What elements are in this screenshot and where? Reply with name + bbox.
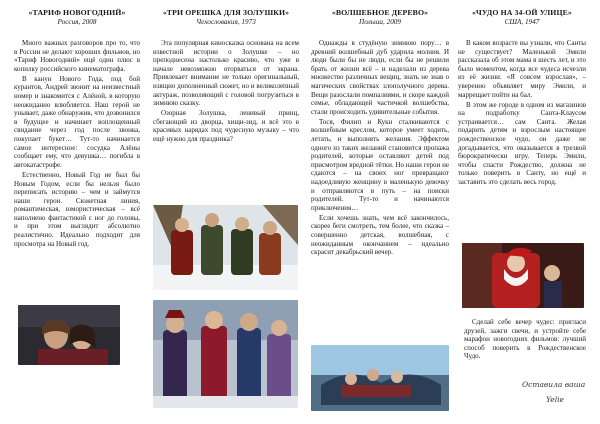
article-header (14, 8, 140, 27)
article-title: «ТРИ ОРЕШКА ДЛЯ ЗОЛУШКИ» (162, 8, 290, 17)
paragraph: Тося, Филип и Кукн сталкиваются с волшебным креслом, которое умеет ходить, летать, и выполнять желания. Эффектом одного из таких желаний становится пропажа родителей, которые оставляют детей под присмотром вредной тётки. Но наши герои не сдаются – на своих ног превращают надоедливую женщину в маленькую девочку и отправляются в путь – на поиски родителей. Тут-то и начинаются приключения… (311, 117, 449, 212)
paragraph: Если хочешь знать, чем всё закончилось, скорее беги смотреть, тем более, что сказка – совершенно детская, волшебная, с неожиданным окончанием – идеально скрасит декабрьский вечер. (311, 213, 449, 257)
paragraph: Естественно, Новый Год не был бы Новым Годом, если бы нельзя было переписать историю – чем и займутся наши герои. Сюжетная линия, романтическая, юмористическая – всё наполнено фантастикой с ног до головы, и при этом выглядит абсолютно реалистично. Идеально подходит для просмотра на Новый год. (14, 170, 140, 248)
article-tarif-novogodniy (14, 8, 140, 250)
article-title: «ЧУДО НА 34-ОЙ УЛИЦЕ» (472, 8, 572, 17)
article-subtitle: Чехословакия, 1973 (196, 18, 256, 26)
paragraph: Много важных разговоров про то, что в России не делают хороших фильмов, но «Тариф Новогодний» ещё один плюс в копилку российского кинематографа. (14, 39, 140, 73)
article-tri-oreshka (153, 8, 299, 145)
article-title: «ВОЛШЕБНОЕ ДЕРЕВО» (331, 8, 429, 17)
article-header (311, 8, 449, 27)
article-title: «ТАРИФ НОВОГОДНИЙ» (28, 8, 126, 17)
paragraph: Озорная Золушка, ленивый принц, сбегающий из дворца, хищи-зид, и всё это в красивых нарядах под чудесную музыку – что ещё нужно для праздника? (153, 109, 299, 144)
movie-still-santa (462, 243, 584, 308)
article-body (311, 39, 449, 257)
closing-note (464, 318, 586, 362)
article-body (14, 39, 140, 248)
article-volshebnoe-derevo (311, 8, 449, 258)
paragraph: В этом же городе в одном из магазинов на подработку Санта-Клаусом устраивается… сам Санта. Желая подарить детям и взрослым настоящее рождественское чудо, он даже не догадывается, что оказывается в трезвой бюрократически игру. Теперь Эмили, чтобы спасти Рождество, должна не только поверить в Санту, но ещё и заставить это сделать весь город. (458, 100, 586, 186)
paragraph: Эта популярная киносказка основана на всем известной истории о Золушке – но преподнесена настолько красиво, что уже в начале невозможно оторваться от экрана. Привлекает внимание не только оригинальный, изящно дополненный сюжет, но и великолепный актураж, позволяющий с головой погрузиться в зимнюю сказку. (153, 39, 299, 108)
signature-line-2: Yelie (546, 395, 564, 404)
article-body (458, 39, 586, 187)
article-chudo-na-34-ulitse (458, 8, 586, 188)
paragraph: В каком возрасте вы узнали, что Санты не существует? Маленькой Эмили рассказала об этом мама в шесть лет, и это было моментом, когда все чудеса исчезли из её жизни. «Я совсем взрослая», – уверенно объявляет миру Эмили, и маррещает пойти на бал. (458, 39, 586, 99)
movie-still-tarif (18, 305, 120, 365)
movie-still-magic-tree (311, 345, 449, 411)
article-header (153, 8, 299, 27)
article-subtitle: США, 1947 (504, 18, 540, 26)
movie-still-cinderella-prince (153, 300, 298, 408)
signature-line-1: Оставила ваша (522, 380, 586, 389)
article-subtitle: Россия, 2008 (57, 18, 97, 26)
closing-paragraph: Сделай себе вечер чудес: пригласи друзей, зажги свечи, и устройте себе марафон новогодних фильмов: лучший способ поверить в Рождественское Чудо. (464, 318, 586, 361)
article-subtitle: Польша, 2009 (359, 18, 401, 26)
paragraph: В канун Нового Года, под бой курантов, Андрей звонит на неизвестный номер и знакомится с Алёной, в которую неожиданно влюбляется. Наш герой не унывает, даже обнаружив, что дозвонился в будущее и начинает воплощенный свидание через год после звонка, покупает букет… Тут-то начинается самое интересное: сосудка Алёны сообщает ему, что девушка… погибла в автокатастрофе. (14, 74, 140, 169)
article-body (153, 39, 299, 144)
article-header (458, 8, 586, 27)
movie-still-cinderella-hunters (153, 205, 298, 290)
paragraph: Однажды в студёную зимнюю пору… в древний волшебный дуб ударила молния. И люди были бы не люди, если бы не решили брать от жизни всё – и наделали из дерева множество различных вещиц, знать не знав о магических свойствах злополучного дерева. Вещи разослали помпалиями, и скоре каждой семье, обладающей частичкой волшебства, стали происходить удивительные события. (311, 39, 449, 116)
